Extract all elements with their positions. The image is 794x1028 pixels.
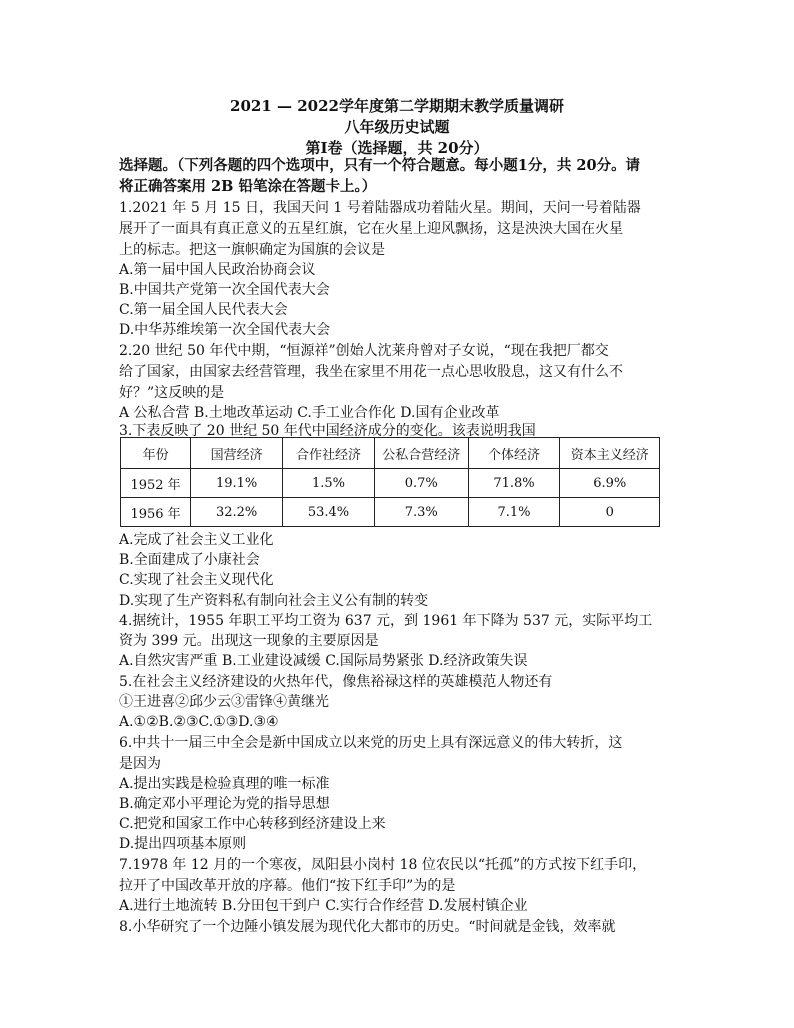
table-cell: 1.5% — [283, 469, 375, 498]
table-cell: 0.7% — [374, 469, 468, 498]
q3-option-d: D.实现了生产资料私有制向社会主义公有制的转变 — [119, 593, 429, 609]
q2-options: A 公私合营 B.土地改革运动 C.手工业合作化 D.国有企业改革 — [119, 405, 500, 421]
table-cell: 6.9% — [560, 469, 660, 498]
table-header-cell: 合作社经济 — [283, 438, 375, 469]
table-header-cell: 国营经济 — [191, 438, 283, 469]
q6-stem-2: 是因为 — [119, 756, 161, 772]
q6-option-b: B.确定邓小平理论为党的指导思想 — [119, 796, 330, 812]
section-heading: 第Ⅰ卷（选择题，共 20分） — [305, 139, 489, 157]
table-header-cell: 年份 — [121, 438, 191, 469]
table-row — [121, 469, 660, 498]
q4-stem-2: 资为 399 元。出现这一现象的主要原因是 — [119, 633, 379, 649]
q1-option-d: D.中华苏维埃第一次全国代表大会 — [119, 322, 331, 338]
q2-stem-2: 给了国家，由国家去经营管理，我坐在家里不用花一点心思收股息，这又有什么不 — [119, 364, 623, 380]
q1-stem-2: 展开了一面具有真正意义的五星红旗，它在火星上迎风飘扬，这是泱泱大国在火星 — [119, 221, 623, 237]
table-cell: 7.1% — [468, 498, 560, 527]
q1-stem-3: 上的标志。把这一旗帜确定为国旗的会议是 — [119, 242, 385, 258]
q3-option-c: C.实现了社会主义现代化 — [119, 572, 274, 588]
q6-option-d: D.提出四项基本原则 — [119, 836, 247, 852]
table-cell: 19.1% — [191, 469, 283, 498]
q6-option-c: C.把党和国家工作中心转移到经济建设上来 — [119, 816, 386, 832]
table-header-row — [121, 438, 660, 469]
table-cell: 53.4% — [283, 498, 375, 527]
q1-option-a: A.第一届中国人民政治协商会议 — [119, 262, 316, 278]
q6-stem-1: 6.中共十一届三中全会是新中国成立以来党的历史上具有深远意义的伟大转折，这 — [119, 735, 623, 751]
q1-option-b: B.中国共产党第一次全国代表大会 — [119, 282, 330, 298]
table-cell: 0 — [560, 498, 660, 527]
table-header-cell: 资本主义经济 — [560, 438, 660, 469]
table-header-cell: 公私合营经济 — [374, 438, 468, 469]
q5-options: A.①②B.②③C.①③D.③④ — [119, 714, 279, 730]
table-cell: 1952 年 — [121, 469, 191, 498]
q7-stem-1: 7.1978 年 12 月的一个寒夜，凤阳县小岗村 18 位农民以“托孤”的方式按下红手印， — [119, 857, 647, 873]
q5-choices: ①王进喜②邱少云③雷锋④黄继光 — [119, 694, 329, 710]
table-cell: 71.8% — [468, 469, 560, 498]
q2-stem-3: 好？”这反映的是 — [119, 385, 225, 401]
q3-stem: 3.下表反映了 20 世纪 50 年代中国经济成分的变化。该表说明我国 — [119, 423, 536, 439]
q4-options: A.自然灾害严重 B.工业建设减缓 C.国际局势紧张 D.经济政策失误 — [119, 653, 528, 669]
instructions-line-1: 选择题。（下列各题的四个选项中，只有一个符合题意。每小题1分，共 20分。请 — [119, 157, 641, 174]
instructions-line-2: 将正确答案用 2B 铅笔涂在答题卡上。） — [119, 178, 377, 195]
table-header-cell: 个体经济 — [468, 438, 560, 469]
q6-option-a: A.提出实践是检验真理的唯一标准 — [119, 776, 330, 792]
exam-subtitle: 八年级历史试题 — [344, 118, 450, 136]
q3-option-a: A.完成了社会主义工业化 — [119, 532, 274, 548]
q1-stem-1: 1.2021 年 5 月 15 日，我国天问 1 号着陆器成功着陆火星。期间，天问一号着陆器 — [119, 200, 641, 216]
q4-stem-1: 4.据统计，1955 年职工平均工资为 637 元，到 1961 年下降为 537 元，实际平均工 — [119, 613, 653, 629]
q1-option-c: C.第一届全国人民代表大会 — [119, 302, 288, 318]
table-cell: 1956 年 — [121, 498, 191, 527]
table-cell: 7.3% — [374, 498, 468, 527]
q3-option-b: B.全面建成了小康社会 — [119, 552, 260, 568]
q7-stem-2: 拉开了中国改革开放的序幕。他们“按下红手印”为的是 — [119, 878, 456, 894]
q7-options: A.进行土地流转 B.分田包干到户 C.实行合作经营 D.发展村镇企业 — [119, 898, 528, 914]
q2-stem-1: 2.20 世纪 50 年代中期，“恒源祥”创始人沈莱舟曾对子女说，“现在我把厂都交 — [119, 343, 609, 359]
exam-title: 2021 — 2022学年度第二学期期末教学质量调研 — [230, 97, 564, 115]
q5-stem: 5.在社会主义经济建设的火热年代，像焦裕禄这样的英雄模范人物还有 — [119, 674, 553, 690]
table-cell: 32.2% — [191, 498, 283, 527]
q8-stem-1: 8.小华研究了一个边陲小镇发展为现代化大都市的历史。“时间就是金钱，效率就 — [119, 919, 616, 935]
table-row — [121, 498, 660, 527]
economy-table — [120, 437, 660, 527]
